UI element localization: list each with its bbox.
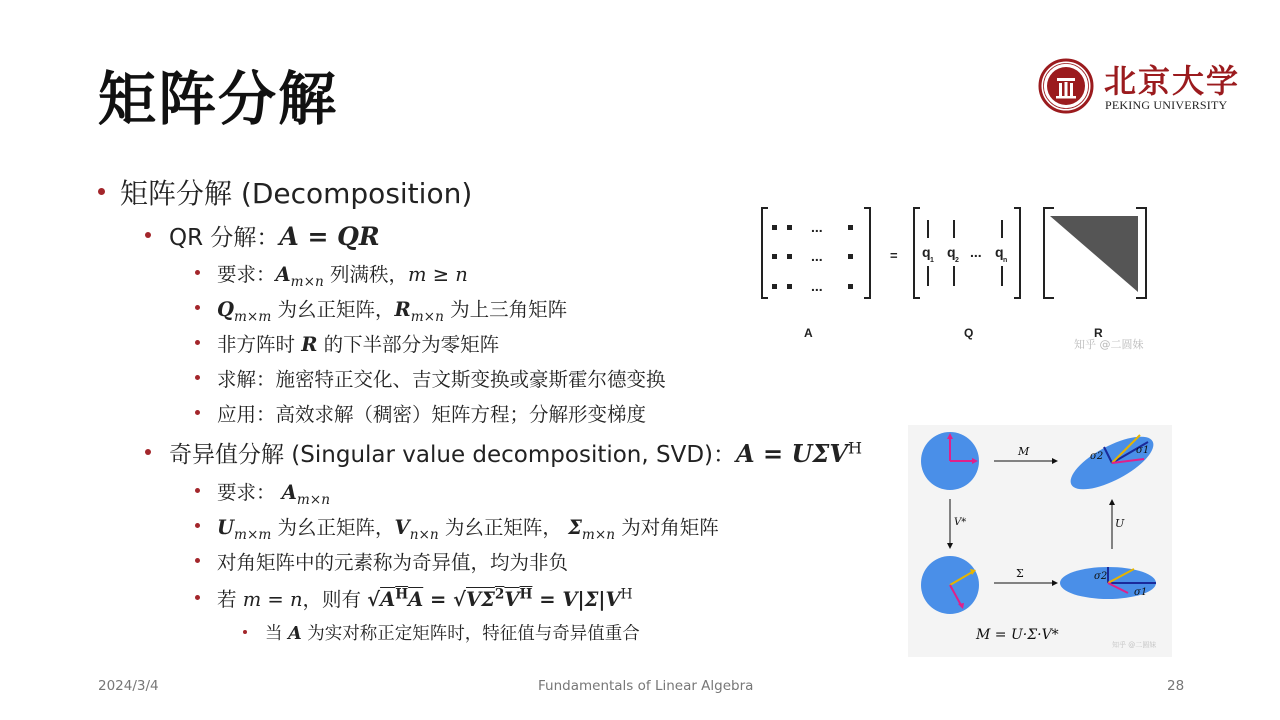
footer-course: Fundamentals of Linear Algebra bbox=[538, 678, 754, 694]
bullet-svd-square-case: 若 m = n，则有 $√A^HA = √V\Sigma^2V^H = V|\Sigma|V^H$ bbox=[195, 584, 633, 612]
bullet-qr-solve bbox=[195, 364, 666, 392]
svd-sym-prefix: 当 bbox=[265, 624, 283, 644]
svg-text:...: ... bbox=[811, 278, 823, 294]
bullet-decomposition bbox=[98, 172, 472, 212]
bullet-dot bbox=[195, 270, 200, 275]
university-logo bbox=[1038, 56, 1248, 116]
svg-text:=: = bbox=[890, 248, 898, 263]
svg-text:2: 2 bbox=[955, 257, 959, 264]
bullet-qr-nonsquare: 非方阵时 R 的下半部分为零矩阵 bbox=[195, 329, 499, 357]
logo-english-name: PEKING UNIVERSITY bbox=[1105, 98, 1228, 112]
label-r: R bbox=[1094, 326, 1103, 340]
svd-geometry-figure bbox=[908, 425, 1172, 657]
qr-decomposition-figure bbox=[752, 200, 1172, 360]
logo-chinese-name: 北京大学 bbox=[1104, 62, 1241, 100]
arrow-vstar-label: V* bbox=[954, 517, 967, 528]
bullet-dot bbox=[243, 630, 247, 634]
svd-if-mid: ，则有 bbox=[302, 588, 362, 611]
sigma1-label: σ1 bbox=[1134, 587, 1148, 598]
sigma1-label: σ1 bbox=[1136, 445, 1150, 456]
bullet-text: 对角矩阵中的元素称为奇异值，均为非负 bbox=[217, 551, 569, 574]
matrix-a-entries bbox=[772, 219, 853, 294]
arrow-sigma-label: Σ bbox=[1016, 567, 1024, 580]
bullet-dot bbox=[195, 488, 200, 493]
bullet-dot bbox=[195, 595, 200, 600]
svg-text:...: ... bbox=[811, 219, 823, 235]
bullet-qr bbox=[145, 219, 380, 252]
svg-text:q: q bbox=[947, 244, 956, 260]
svd-watermark: 知乎 @二圆妹 bbox=[1112, 641, 1157, 649]
qr-req-text: 列满秩， bbox=[330, 263, 409, 286]
svg-text:...: ... bbox=[811, 248, 823, 264]
svd-v-text: 为幺正矩阵， bbox=[444, 516, 562, 539]
bullet-svd-singular-values bbox=[195, 547, 568, 575]
bullet-dot bbox=[145, 232, 151, 238]
svd-req-label: 要求： bbox=[217, 481, 276, 504]
svd-sym-suffix: 为实对称正定矩阵时，特征值与奇异值重合 bbox=[307, 624, 640, 644]
qr-req-label: 要求： bbox=[217, 263, 276, 286]
qr-r-text: 为上三角矩阵 bbox=[450, 298, 568, 321]
bullet-dot bbox=[195, 523, 200, 528]
qr-formula: A = QR bbox=[279, 222, 380, 251]
bullet-dot bbox=[195, 305, 200, 310]
bullet-svd-factors: $U_{m\times m}$ 为幺正矩阵，$V_{n\times n}$ 为幺正矩阵， $\Sigma_{m\times n}$ 为对角矩阵 bbox=[195, 512, 719, 543]
qr-nonsq-prefix: 非方阵时 bbox=[217, 333, 296, 356]
svg-text:q: q bbox=[995, 244, 1004, 260]
bullet-dot bbox=[195, 410, 200, 415]
svd-equation: M = U·Σ·V* bbox=[976, 627, 1059, 643]
qr-heading: QR 分解： bbox=[169, 225, 280, 251]
university-seal-icon bbox=[1038, 58, 1094, 114]
svg-text:q: q bbox=[922, 244, 931, 260]
bullet-dot bbox=[98, 188, 105, 195]
bullet-qr-requirement: 要求：$A_{m\times n}$ 列满秩，m ≥ n bbox=[195, 259, 468, 290]
arrow-u-label: U bbox=[1115, 517, 1125, 530]
bullet-svd-requirement: 要求： $A_{m\times n}$ bbox=[195, 477, 330, 508]
footer-page-number: 28 bbox=[1167, 678, 1185, 694]
qr-watermark: 知乎 @二圆妹 bbox=[1074, 338, 1144, 351]
bullet-text: 矩阵分解 (Decomposition) bbox=[120, 177, 473, 210]
upper-triangular-shape bbox=[1050, 216, 1138, 292]
bullet-text: 应用：高效求解（稠密）矩阵方程；分解形变梯度 bbox=[217, 403, 647, 426]
bullet-svd-symmetric: 当 A 为实对称正定矩阵时，特征值与奇异值重合 bbox=[243, 620, 640, 645]
svg-text:1: 1 bbox=[930, 257, 934, 264]
label-q: Q bbox=[964, 326, 974, 340]
sigma2-label: σ2 bbox=[1094, 571, 1108, 582]
footer-date: 2024/3/4 bbox=[98, 678, 159, 694]
bullet-text: 求解：施密特正交化、吉文斯变换或豪斯霍尔德变换 bbox=[217, 368, 666, 391]
slide-title: 矩阵分解 bbox=[98, 65, 339, 133]
arrow-m-label: M bbox=[1018, 445, 1030, 458]
svd-u-text: 为幺正矩阵， bbox=[277, 516, 395, 539]
bullet-dot bbox=[195, 340, 200, 345]
svd-s-text: 为对角矩阵 bbox=[621, 516, 719, 539]
svg-text:n: n bbox=[1003, 257, 1008, 264]
qr-nonsq-suffix: 的下半部分为零矩阵 bbox=[323, 333, 500, 356]
bullet-dot bbox=[195, 558, 200, 563]
ellipse-sigma bbox=[1060, 567, 1156, 599]
label-a: A bbox=[804, 326, 813, 340]
svd-heading: 奇异值分解 (Singular value decomposition, SVD)： bbox=[169, 442, 737, 468]
bullet-svd: 奇异值分解 (Singular value decomposition, SVD)：$A = U\Sigma V^H$ bbox=[145, 436, 862, 469]
sigma2-label: σ2 bbox=[1090, 451, 1104, 462]
bullet-qr-application bbox=[195, 399, 646, 427]
bullet-dot bbox=[145, 449, 151, 455]
qr-q-text: 为幺正矩阵， bbox=[277, 298, 395, 321]
bullet-qr-factors: $Q_{m\times m}$ 为幺正矩阵，$R_{m\times n}$ 为上三角矩阵 bbox=[195, 294, 567, 325]
svg-text:...: ... bbox=[970, 244, 982, 260]
svd-if-prefix: 若 bbox=[217, 588, 237, 611]
bullet-dot bbox=[195, 375, 200, 380]
